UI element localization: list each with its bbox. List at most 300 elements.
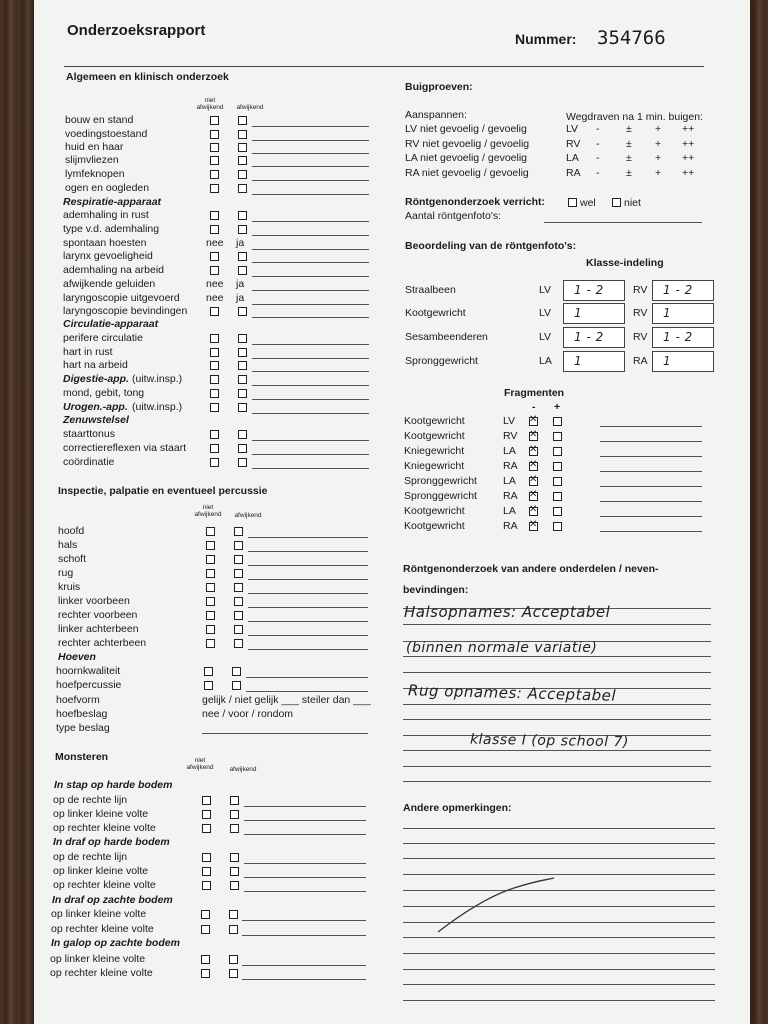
fragment-remarks-line[interactable] xyxy=(600,471,702,472)
notes-line[interactable] xyxy=(403,750,711,751)
remarks-line[interactable] xyxy=(252,166,369,167)
hoefvorm-label: hoefvorm xyxy=(56,694,100,706)
klasse-left-value: 1 xyxy=(574,306,583,320)
fragment-row-label: Kniegewricht xyxy=(404,445,465,457)
digestie-title: Digestie-app. xyxy=(63,373,129,385)
afwijkend-checkbox[interactable] xyxy=(234,611,243,620)
fragment-row-label: Kootgewricht xyxy=(404,415,465,427)
niet-afwijkend-checkbox[interactable] xyxy=(202,881,211,890)
buig-scale-option[interactable]: ++ xyxy=(682,123,695,135)
remarks-line[interactable] xyxy=(252,262,369,263)
remarks-line[interactable] xyxy=(252,454,369,455)
remarks-line[interactable] xyxy=(242,979,366,980)
afwijkend-checkbox[interactable] xyxy=(238,170,247,179)
form-row-label: hals xyxy=(58,539,78,551)
remarks-line[interactable] xyxy=(252,249,369,250)
fragment-minus-checkbox[interactable] xyxy=(529,417,538,426)
afwijkend-checkbox[interactable] xyxy=(229,969,238,978)
niet-afwijkend-checkbox[interactable] xyxy=(202,867,211,876)
col-niet-afwijkend: niet afwijkend xyxy=(194,504,222,518)
notes-line[interactable] xyxy=(403,624,711,625)
form-row-label: op linker kleine volte xyxy=(53,808,149,820)
niet-afwijkend-checkbox[interactable] xyxy=(202,796,211,805)
notes-line[interactable] xyxy=(403,704,711,705)
buig-scale-option[interactable]: ++ xyxy=(682,152,695,164)
fragment-leg: LA xyxy=(503,505,516,517)
form-row-label: hart in rust xyxy=(63,346,113,358)
klasse-right-value: 1 - 2 xyxy=(663,330,693,344)
afwijkend-checkbox[interactable] xyxy=(230,881,239,890)
notes-line[interactable] xyxy=(403,781,711,782)
afwijkend-checkbox[interactable] xyxy=(238,403,247,412)
section-subtitle: Circulatie-apparaat xyxy=(63,318,159,330)
niet-afwijkend-checkbox[interactable] xyxy=(206,555,215,564)
remarks-line[interactable] xyxy=(252,180,369,181)
remarks-line[interactable] xyxy=(252,440,369,441)
niet-afwijkend-checkbox[interactable] xyxy=(210,116,219,125)
digestie-suffix: (uitw.insp.) xyxy=(132,373,183,385)
niet-afwijkend-checkbox[interactable] xyxy=(210,361,219,370)
afwijkend-checkbox[interactable] xyxy=(238,430,247,439)
notes-line[interactable] xyxy=(403,672,711,673)
buig-row-label[interactable]: RA niet gevoelig / gevoelig xyxy=(405,167,529,179)
remarks-line[interactable] xyxy=(252,358,369,359)
afwijkend-checkbox[interactable] xyxy=(230,853,239,862)
beoordeling-title: Beoordeling van de röntgenfoto's: xyxy=(405,240,577,252)
niet-afwijkend-checkbox[interactable] xyxy=(206,527,215,536)
form-row-label: perifere circulatie xyxy=(63,332,143,344)
fragment-row-label: Kootgewricht xyxy=(404,520,465,532)
urogen-title: Urogen.-app. xyxy=(63,401,128,413)
afwijkend-checkbox[interactable] xyxy=(229,955,238,964)
form-row-label: ogen en oogleden xyxy=(65,182,150,194)
afwijkend-checkbox[interactable] xyxy=(238,334,247,343)
remarks-line[interactable] xyxy=(244,891,366,892)
fragment-leg: LA xyxy=(503,445,516,457)
form-row-label: kruis xyxy=(58,581,81,593)
fragment-remarks-line[interactable] xyxy=(600,531,702,532)
buigproeven-title: Buigproeven: xyxy=(405,81,473,93)
col-niet-afwijkend: niet afwijkend xyxy=(186,757,214,771)
form-row-label: op rechter kleine volte xyxy=(53,879,156,891)
niet-afwijkend-checkbox[interactable] xyxy=(201,955,210,964)
buig-leg-label: RV xyxy=(566,138,581,150)
remarks-line[interactable] xyxy=(403,953,715,954)
niet-afwijkend-checkbox[interactable] xyxy=(210,266,219,275)
form-row-label: type v.d. ademhaling xyxy=(63,223,160,235)
fragment-plus-checkbox[interactable] xyxy=(553,522,562,531)
notes-line[interactable] xyxy=(403,719,711,720)
wegdraven-label: Wegdraven na 1 min. buigen: xyxy=(566,111,703,123)
option-nee[interactable]: nee xyxy=(206,278,224,290)
form-row-label: rechter achterbeen xyxy=(58,637,147,649)
klasse-right-box[interactable] xyxy=(652,351,714,372)
afwijkend-checkbox[interactable] xyxy=(238,348,247,357)
niet-afwijkend-checkbox[interactable] xyxy=(201,925,210,934)
remarks-line[interactable] xyxy=(248,635,368,636)
afwijkend-checkbox[interactable] xyxy=(234,583,243,592)
form-row-label: hart na arbeid xyxy=(63,359,128,371)
klasse-left-box[interactable] xyxy=(563,303,625,324)
option-nee[interactable]: nee xyxy=(206,292,224,304)
buig-scale-option[interactable]: ++ xyxy=(682,167,695,179)
hoefvorm-options[interactable]: gelijk / niet gelijk ___ steiler dan ___ xyxy=(202,694,371,706)
niet-afwijkend-checkbox[interactable] xyxy=(210,307,219,316)
fragment-remarks-line[interactable] xyxy=(600,441,702,442)
fragment-row-label: Kniegewricht xyxy=(404,460,465,472)
afwijkend-checkbox[interactable] xyxy=(234,639,243,648)
fragment-remarks-line[interactable] xyxy=(600,516,702,517)
niet-afwijkend-checkbox[interactable] xyxy=(210,444,219,453)
fragment-plus-checkbox[interactable] xyxy=(553,477,562,486)
urogen-suffix: (uitw.insp.) xyxy=(132,401,183,413)
afwijkend-checkbox[interactable] xyxy=(238,116,247,125)
niet-afwijkend-checkbox[interactable] xyxy=(210,184,219,193)
remarks-line[interactable] xyxy=(403,858,715,859)
klasse-right-leg: RA xyxy=(633,355,648,367)
form-row-label: huid en haar xyxy=(65,141,124,153)
form-row-label: rechter voorbeen xyxy=(58,609,138,621)
afwijkend-checkbox[interactable] xyxy=(238,266,247,275)
buig-scale-option[interactable]: + xyxy=(655,138,662,150)
remarks-line[interactable] xyxy=(248,593,368,594)
remarks-line[interactable] xyxy=(252,344,369,345)
klasse-row-label: Sesambeenderen xyxy=(405,331,488,343)
remarks-line[interactable] xyxy=(242,935,366,936)
section-subtitle: In stap op harde bodem xyxy=(54,779,173,791)
klasse-left-box[interactable] xyxy=(563,280,625,301)
fragment-leg: RA xyxy=(503,520,518,532)
header-rule xyxy=(64,66,704,67)
remarks-line[interactable] xyxy=(252,194,369,195)
fragment-minus-checkbox[interactable] xyxy=(529,507,538,516)
hoefbeslag-options[interactable]: nee / voor / rondom xyxy=(202,708,294,720)
afwijkend-checkbox[interactable] xyxy=(230,810,239,819)
remarks-line[interactable] xyxy=(252,140,369,141)
remarks-line[interactable] xyxy=(252,399,369,400)
niet-afwijkend-checkbox[interactable] xyxy=(202,810,211,819)
form-row-label: coördinatie xyxy=(63,456,115,468)
remarks-line[interactable] xyxy=(403,1000,715,1001)
afwijkend-checkbox[interactable] xyxy=(238,225,247,234)
option-nee[interactable]: nee xyxy=(206,237,224,249)
fragment-plus-checkbox[interactable] xyxy=(553,507,562,516)
rontgen-verricht-label: Röntgenonderzoek verricht: xyxy=(405,196,546,208)
buig-scale-option[interactable]: + xyxy=(655,152,662,164)
klasse-right-box[interactable] xyxy=(652,327,714,348)
remarks-line[interactable] xyxy=(403,843,715,844)
remarks-line[interactable] xyxy=(252,317,369,318)
aantal-label: Aantal röntgenfoto's: xyxy=(405,210,501,222)
afwijkend-checkbox[interactable] xyxy=(238,130,247,139)
number-label: Nummer: xyxy=(515,31,577,47)
niet-afwijkend-checkbox[interactable] xyxy=(210,430,219,439)
niet-afwijkend-checkbox[interactable] xyxy=(204,681,213,690)
afwijkend-checkbox[interactable] xyxy=(238,211,247,220)
form-row-label: hoofd xyxy=(58,525,85,537)
fragment-plus-checkbox[interactable] xyxy=(553,462,562,471)
remarks-line[interactable] xyxy=(248,649,368,650)
niet-afwijkend-checkbox[interactable] xyxy=(206,569,215,578)
niet-afwijkend-checkbox[interactable] xyxy=(210,252,219,261)
rontgen-niet-label: niet xyxy=(624,197,641,209)
remarks-line[interactable] xyxy=(246,691,368,692)
klasse-right-box[interactable] xyxy=(652,280,714,301)
klasse-left-box[interactable] xyxy=(563,327,625,348)
section-subtitle: In galop op zachte bodem xyxy=(51,937,180,949)
remarks-line[interactable] xyxy=(246,677,368,678)
report-number: 354766 xyxy=(597,27,666,49)
remarks-line[interactable] xyxy=(252,371,369,372)
remarks-line[interactable] xyxy=(252,153,369,154)
niet-afwijkend-checkbox[interactable] xyxy=(206,611,215,620)
fragment-leg: LA xyxy=(503,475,516,487)
notes-line[interactable] xyxy=(403,766,711,767)
form-row-label: op rechter kleine volte xyxy=(50,967,153,979)
afwijkend-checkbox[interactable] xyxy=(234,541,243,550)
form-row-label: schoft xyxy=(58,553,87,565)
remarks-line[interactable] xyxy=(252,413,369,414)
buig-scale-option[interactable]: ± xyxy=(626,138,632,150)
afwijkend-checkbox[interactable] xyxy=(238,389,247,398)
afwijkend-checkbox[interactable] xyxy=(238,444,247,453)
buig-leg-label: RA xyxy=(566,167,581,179)
remarks-line[interactable] xyxy=(252,385,369,386)
section-subtitle: Respiratie-apparaat xyxy=(63,196,162,208)
hoefbeslag-label: hoefbeslag xyxy=(56,708,108,720)
remarks-line[interactable] xyxy=(244,820,366,821)
fragment-remarks-line[interactable] xyxy=(600,426,702,427)
fragment-minus-checkbox[interactable] xyxy=(529,447,538,456)
form-row-label: voedingstoestand xyxy=(65,128,148,140)
klasse-row-label: Straalbeen xyxy=(405,284,456,296)
signature-stroke xyxy=(434,874,564,938)
buig-scale-option[interactable]: - xyxy=(596,167,600,179)
buig-row-label[interactable]: RV niet gevoelig / gevoelig xyxy=(405,138,530,150)
handwritten-note-3: Rug opnames: Acceptabel xyxy=(407,681,617,705)
afwijkend-checkbox[interactable] xyxy=(230,824,239,833)
afwijkend-checkbox[interactable] xyxy=(234,527,243,536)
niet-afwijkend-checkbox[interactable] xyxy=(206,583,215,592)
niet-afwijkend-checkbox[interactable] xyxy=(204,667,213,676)
form-row-label: ademhaling in rust xyxy=(63,209,149,221)
niet-afwijkend-checkbox[interactable] xyxy=(210,348,219,357)
klasse-left-leg: LV xyxy=(539,331,552,343)
niet-afwijkend-checkbox[interactable] xyxy=(210,156,219,165)
afwijkend-checkbox[interactable] xyxy=(238,252,247,261)
afwijkend-checkbox[interactable] xyxy=(229,925,238,934)
form-row-label: linker achterbeen xyxy=(58,623,139,635)
remarks-line[interactable] xyxy=(244,806,366,807)
andere-onderdelen-title-1: Röntgenonderzoek van andere onderdelen / neven- xyxy=(403,563,659,575)
buig-scale-option[interactable]: ++ xyxy=(682,138,695,150)
niet-afwijkend-checkbox[interactable] xyxy=(206,625,215,634)
fragment-minus-checkbox[interactable] xyxy=(529,477,538,486)
remarks-line[interactable] xyxy=(248,537,368,538)
form-row-label: slijmvliezen xyxy=(65,154,119,166)
option-ja[interactable]: ja xyxy=(236,292,245,304)
afwijkend-checkbox[interactable] xyxy=(238,143,247,152)
remarks-line[interactable] xyxy=(252,304,369,305)
opmerkingen-title: Andere opmerkingen: xyxy=(403,802,512,814)
remarks-line[interactable] xyxy=(248,621,368,622)
klasse-right-value: 1 xyxy=(663,306,672,320)
handwritten-note-1: Halsopnames: Acceptabel xyxy=(404,603,611,621)
klasse-right-leg: RV xyxy=(633,307,648,319)
form-row-label: laryngoscopie uitgevoerd xyxy=(63,292,180,304)
fragment-row-label: Kootgewricht xyxy=(404,430,465,442)
aantal-line[interactable] xyxy=(544,222,702,223)
fragment-minus-checkbox[interactable] xyxy=(529,462,538,471)
remarks-line[interactable] xyxy=(242,920,366,921)
afwijkend-checkbox[interactable] xyxy=(238,156,247,165)
buig-scale-option[interactable]: + xyxy=(655,167,662,179)
afwijkend-checkbox[interactable] xyxy=(238,184,247,193)
remarks-line[interactable] xyxy=(252,221,369,222)
form-row-label: rug xyxy=(58,567,74,579)
niet-afwijkend-checkbox[interactable] xyxy=(210,225,219,234)
afwijkend-checkbox[interactable] xyxy=(232,667,241,676)
buig-scale-option[interactable]: ± xyxy=(626,167,632,179)
rontgen-niet-checkbox[interactable] xyxy=(612,198,621,207)
remarks-line[interactable] xyxy=(248,607,368,608)
remarks-line[interactable] xyxy=(244,834,366,835)
niet-afwijkend-checkbox[interactable] xyxy=(210,170,219,179)
niet-afwijkend-checkbox[interactable] xyxy=(210,334,219,343)
handwritten-note-4: klasse I (op school 7) xyxy=(469,731,630,751)
option-ja[interactable]: ja xyxy=(236,278,245,290)
section-general-title: Algemeen en klinisch onderzoek xyxy=(66,71,229,83)
fragment-plus-checkbox[interactable] xyxy=(553,492,562,501)
afwijkend-checkbox[interactable] xyxy=(230,867,239,876)
buig-scale-option[interactable]: ± xyxy=(626,152,632,164)
fragment-minus-checkbox[interactable] xyxy=(529,432,538,441)
remarks-line[interactable] xyxy=(252,276,369,277)
remarks-line[interactable] xyxy=(403,828,715,829)
remarks-line[interactable] xyxy=(252,468,369,469)
form-row-label: bouw en stand xyxy=(65,114,134,126)
afwijkend-checkbox[interactable] xyxy=(238,458,247,467)
afwijkend-checkbox[interactable] xyxy=(229,910,238,919)
klasse-title: Klasse-indeling xyxy=(586,257,664,269)
handwritten-note-2: (binnen normale variatie) xyxy=(406,640,598,656)
page-title: Onderzoeksrapport xyxy=(67,22,206,39)
buig-scale-option[interactable]: + xyxy=(655,123,662,135)
niet-afwijkend-checkbox[interactable] xyxy=(210,130,219,139)
rontgen-wel-label: wel xyxy=(580,197,596,209)
buig-row-label[interactable]: LV niet gevoelig / gevoelig xyxy=(405,123,527,135)
niet-afwijkend-checkbox[interactable] xyxy=(210,143,219,152)
type-beslag-line[interactable] xyxy=(202,733,368,734)
remarks-line[interactable] xyxy=(403,984,715,985)
niet-afwijkend-checkbox[interactable] xyxy=(201,969,210,978)
buig-scale-option[interactable]: - xyxy=(596,138,600,150)
niet-afwijkend-checkbox[interactable] xyxy=(202,853,211,862)
fragment-minus-checkbox[interactable] xyxy=(529,522,538,531)
remarks-line[interactable] xyxy=(248,579,368,580)
remarks-line[interactable] xyxy=(248,551,368,552)
fragment-minus-checkbox[interactable] xyxy=(529,492,538,501)
fragment-leg: RA xyxy=(503,460,518,472)
afwijkend-checkbox[interactable] xyxy=(238,375,247,384)
afwijkend-checkbox[interactable] xyxy=(234,597,243,606)
remarks-line[interactable] xyxy=(244,863,366,864)
afwijkend-checkbox[interactable] xyxy=(238,307,247,316)
option-ja[interactable]: ja xyxy=(236,237,245,249)
andere-onderdelen-title-2: bevindingen: xyxy=(403,584,469,596)
remarks-line[interactable] xyxy=(244,877,366,878)
niet-afwijkend-checkbox[interactable] xyxy=(201,910,210,919)
form-row-label: laryngoscopie bevindingen xyxy=(63,305,188,317)
klasse-right-box[interactable] xyxy=(652,303,714,324)
niet-afwijkend-checkbox[interactable] xyxy=(210,375,219,384)
col-afwijkend: afwijkend xyxy=(229,766,257,773)
fragment-remarks-line[interactable] xyxy=(600,486,702,487)
form-row-label: mond, gebit, tong xyxy=(63,387,145,399)
afwijkend-checkbox[interactable] xyxy=(234,569,243,578)
form-row-label: correctiereflexen via staart xyxy=(63,442,187,454)
remarks-line[interactable] xyxy=(252,126,369,127)
niet-afwijkend-checkbox[interactable] xyxy=(202,824,211,833)
section-inspectie-title: Inspectie, palpatie en eventueel percussie xyxy=(58,485,268,497)
afwijkend-checkbox[interactable] xyxy=(234,555,243,564)
section-subtitle: Zenuwstelsel xyxy=(63,414,129,426)
fragment-plus-checkbox[interactable] xyxy=(553,432,562,441)
niet-afwijkend-checkbox[interactable] xyxy=(210,211,219,220)
klasse-right-value: 1 xyxy=(663,354,672,368)
remarks-line[interactable] xyxy=(252,235,369,236)
fragment-remarks-line[interactable] xyxy=(600,501,702,502)
remarks-line[interactable] xyxy=(242,965,366,966)
fragmenten-title: Fragmenten xyxy=(504,387,565,399)
buig-scale-option[interactable]: ± xyxy=(626,123,632,135)
klasse-left-leg: LA xyxy=(539,355,552,367)
buig-leg-label: LA xyxy=(566,152,579,164)
form-row-label: op linker kleine volte xyxy=(50,953,146,965)
niet-afwijkend-checkbox[interactable] xyxy=(206,639,215,648)
niet-afwijkend-checkbox[interactable] xyxy=(206,597,215,606)
section-subtitle: In draf op zachte bodem xyxy=(52,894,173,906)
buig-scale-option[interactable]: - xyxy=(596,152,600,164)
klasse-row-label: Kootgewricht xyxy=(405,307,466,319)
col-niet-afwijkend: niet afwijkend xyxy=(196,97,224,111)
niet-afwijkend-checkbox[interactable] xyxy=(210,389,219,398)
afwijkend-checkbox[interactable] xyxy=(232,681,241,690)
remarks-line[interactable] xyxy=(403,969,715,970)
afwijkend-checkbox[interactable] xyxy=(230,796,239,805)
form-row-label: staarttonus xyxy=(63,428,115,440)
afwijkend-checkbox[interactable] xyxy=(238,361,247,370)
niet-afwijkend-checkbox[interactable] xyxy=(210,458,219,467)
form-row-label: afwijkende geluiden xyxy=(63,278,156,290)
remarks-line[interactable] xyxy=(248,565,368,566)
niet-afwijkend-checkbox[interactable] xyxy=(206,541,215,550)
section-subtitle: In draf op harde bodem xyxy=(53,836,170,848)
afwijkend-checkbox[interactable] xyxy=(234,625,243,634)
buig-scale-option[interactable]: - xyxy=(596,123,600,135)
buig-row-label[interactable]: LA niet gevoelig / gevoelig xyxy=(405,152,528,164)
rontgen-wel-checkbox[interactable] xyxy=(568,198,577,207)
fragmenten-plus: + xyxy=(554,401,561,413)
remarks-line[interactable] xyxy=(252,290,369,291)
fragment-plus-checkbox[interactable] xyxy=(553,417,562,426)
klasse-left-box[interactable] xyxy=(563,351,625,372)
notes-line[interactable] xyxy=(403,656,711,657)
niet-afwijkend-checkbox[interactable] xyxy=(210,403,219,412)
fragment-plus-checkbox[interactable] xyxy=(553,447,562,456)
klasse-row-label: Spronggewricht xyxy=(405,355,478,367)
fragment-remarks-line[interactable] xyxy=(600,456,702,457)
